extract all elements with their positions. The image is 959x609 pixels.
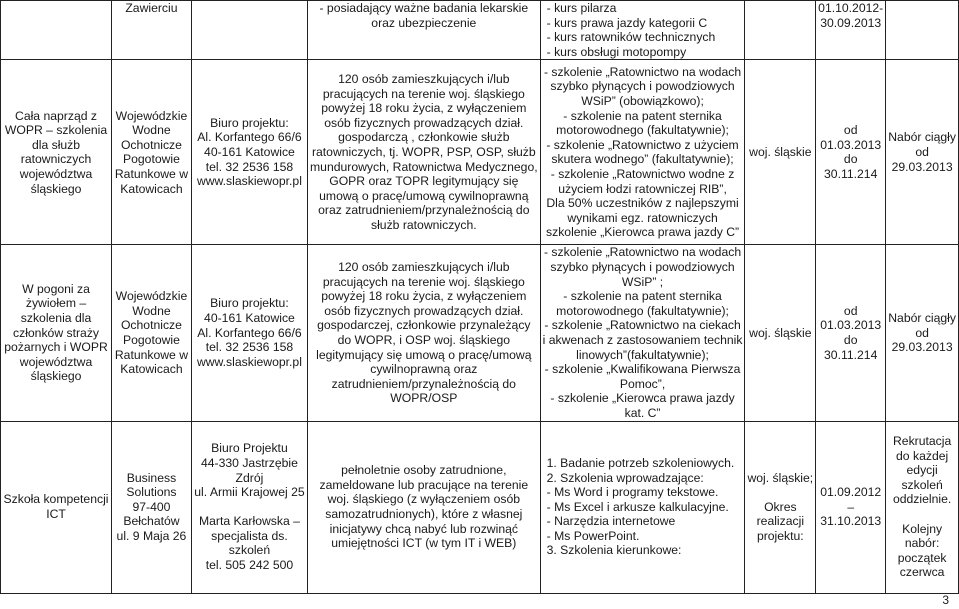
cell-line: 30.11.214 (824, 347, 878, 362)
table-row (1, 421, 959, 593)
cell-line: 01.03.2013 (820, 318, 882, 333)
cell-line: gospodarczej, członkowie przynależący (317, 318, 531, 333)
contact-cell (191, 60, 307, 245)
organizer-cell (112, 245, 192, 421)
cell-line: od (843, 303, 858, 318)
cell-line: Okres (764, 499, 797, 514)
cell-line: szkolenie „Kierowca prawa jazdy C” (546, 225, 740, 240)
cell-line: Pomoc”, (619, 376, 666, 391)
cell-line: Wodne (132, 123, 171, 138)
organizer-cell (112, 1, 192, 60)
cell-line: powyżej 18 roku życia, z wyłączeniem (321, 101, 527, 116)
organizer-cell (112, 60, 192, 245)
cell-line: - Narzędzia internetowe (546, 514, 676, 529)
cell-line: zatrudnieniem/przynależnością do (331, 376, 516, 391)
cell-line: skutera wodnego” (fakultatywnie); (551, 152, 734, 167)
cell-line: Cała naprząd z (15, 108, 97, 123)
cell-line: samozatrudnionych), które z własnej (325, 507, 523, 521)
cell-line: pożarnych i WOPR (4, 340, 108, 355)
courses-cell (540, 1, 745, 60)
recruitment-cell (886, 60, 959, 245)
cell-line: oraz zatrudnieniem/przynależnością do (318, 203, 530, 218)
cell-line: - kurs ratowników technicznych (546, 30, 716, 45)
cell-line: Pogotowie (122, 152, 180, 167)
courses-cell (540, 60, 745, 245)
cell-line: do (843, 152, 858, 167)
cell-line: 3. Szkolenia kierunkowe: (546, 543, 682, 558)
cell-line: szybko płynących i powodziowych (550, 259, 735, 274)
cell-line: 29.03.2013 (891, 159, 953, 174)
cell-line: do każdej (896, 448, 949, 463)
cell-line: Kolejny (902, 521, 943, 536)
cell-line: Bełchatów (123, 514, 180, 529)
cell-line: 01.03.2013 (820, 137, 882, 152)
cell-line: gospodarczą , członkowie służb (338, 130, 510, 145)
cell-line: - szkolenie „Ratownictwo na wodach (543, 64, 742, 79)
cell-line: realizacji (756, 514, 805, 529)
cell-line: czerwca (899, 565, 945, 580)
cell-line: Katowicach (120, 362, 183, 377)
courses-cell (540, 421, 745, 593)
cell-line: WSiP” ; (621, 274, 664, 289)
cell-line: Pogotowie (122, 332, 180, 347)
cell-line: województwa (19, 354, 93, 369)
cell-line: ICT (46, 507, 66, 521)
cell-line: Wodne (132, 303, 171, 318)
cell-line: Al. Korfantego 66/6 (197, 130, 302, 145)
project-name-cell (1, 245, 112, 421)
cell-line: powyżej 18 roku życia, z wyłączeniem (321, 289, 527, 304)
cell-line: linowych”(fakultatywnie); (576, 347, 709, 362)
contact-cell (191, 245, 307, 421)
cell-line: Solutions (126, 485, 177, 500)
area-cell (745, 245, 816, 421)
recruitment-cell (886, 245, 959, 421)
cell-line: Ratunkowe w (114, 166, 189, 181)
cell-line: motorowodnego (fakultatywnie); (556, 303, 729, 318)
cell-line: nabór: (904, 536, 940, 551)
cell-line: - szkolenie „Ratownictwo z użyciem (546, 137, 739, 152)
cell-line: - kurs pilarza (546, 1, 617, 15)
cell-line: ratowniczych (20, 152, 92, 167)
page-number: 3 (942, 593, 949, 607)
cell-line: zameldowane lub pracujące na terenie (319, 477, 529, 492)
cell-line: śląskiego (30, 369, 82, 384)
cell-line: Szkoła kompetencji (3, 492, 109, 507)
cell-line: do WOPR, i OSP woj. śląskiego (337, 332, 511, 347)
cell-line: - szkolenie „Kwalifikowana Pierwsza (544, 362, 741, 377)
cell-line (194, 500, 305, 515)
cell-line: www.slaskiewopr.pl (196, 354, 302, 369)
cell-line: osób fizycznych prowadzących dział. (324, 115, 524, 130)
cell-line (888, 507, 956, 522)
cell-line: - szkolenie „Ratownictwo na wodach (543, 245, 742, 260)
cell-line: oddzielnie. (892, 492, 952, 507)
cell-line: do (843, 332, 858, 347)
cell-line: i akwenach z zastosowaniem technik (542, 332, 743, 347)
cell-line: śląskiego (30, 181, 82, 196)
dates-cell (816, 421, 886, 593)
target-group-cell (308, 1, 541, 60)
cell-line: członków straży (13, 325, 100, 340)
cell-line: - szkolenie „Kierowca prawa jazdy (550, 391, 735, 406)
cell-line: 29.03.2013 (891, 340, 953, 355)
cell-line: 120 osób zamieszkujących i/lub (338, 259, 510, 274)
cell-line: Nabór ciągły (888, 130, 956, 145)
cell-line: wynikami egz. ratowniczych (567, 210, 718, 225)
cell-line: od (843, 123, 858, 138)
cell-line: - posiadający ważne badania lekarskie (319, 1, 529, 15)
cell-line: 1. Badanie potrzeb szkoleniowych. (546, 455, 735, 470)
cell-line: pracujących na terenie woj. śląskiego (322, 86, 525, 101)
cell-line: 2. Szkolenia wprowadzające: (546, 470, 704, 485)
cell-line: Al. Korfantego 66/6 (197, 325, 302, 340)
project-name-cell (1, 60, 112, 245)
cell-line: ratowniczych, tj. WOPR, PSP, OSP, służb (311, 145, 536, 160)
cell-line: województwa (19, 166, 93, 181)
cell-line: - szkolenie na patent sternika (563, 289, 722, 304)
target-group-cell (308, 421, 541, 593)
cell-line: WOPR/OSP (390, 391, 458, 406)
cell-line: od (915, 325, 929, 340)
cell-line: 40-161 Katowice (204, 311, 295, 326)
cell-line: - kurs obsługi motopompy (546, 44, 687, 59)
area-cell (745, 60, 816, 245)
cell-line: od (915, 145, 929, 160)
cell-line: osób fizycznych prowadzących dział. (324, 303, 524, 318)
cell-line: Marta Karłowska – (198, 514, 300, 529)
contact-cell (191, 421, 307, 593)
cell-line: pracujących na terenie woj. śląskiego (322, 274, 525, 289)
table-row (1, 1, 959, 60)
cell-line: Wojewódzkie (115, 289, 188, 304)
cell-line: Business (126, 470, 177, 485)
cell-line: W pogoni za (22, 281, 90, 296)
cell-line: specjalista ds. (211, 528, 288, 543)
cell-line: - Ms Word i programy tekstowe. (546, 485, 719, 500)
project-name-cell (1, 421, 112, 593)
cell-line: inicjatywy chcą nabyć lub rozwinąć (329, 521, 518, 536)
cell-line: Zawierciu (125, 1, 178, 15)
dates-cell (816, 1, 886, 60)
cell-line: szkoleń (228, 543, 271, 558)
cell-line: www.slaskiewopr.pl (196, 174, 302, 189)
cell-line: ul. 9 Maja 26 (116, 528, 187, 543)
cell-line (747, 485, 813, 500)
cell-line: Biuro projektu: (210, 115, 289, 130)
organizer-cell (112, 421, 192, 593)
cell-line: tel. 505 242 500 (205, 558, 294, 573)
cell-line: Ratunkowe w (114, 347, 189, 362)
cell-line: Nabór ciągły (888, 311, 956, 326)
cell-line: Biuro Projektu (211, 441, 288, 456)
cell-line: dla służb (31, 137, 81, 152)
cell-line: oraz ubezpieczenie (371, 15, 477, 30)
cell-line: początek (897, 550, 947, 565)
cell-line: - Ms Excel i arkusze kalkulacyjne. (546, 499, 729, 514)
cell-line: 01.10.2012- (818, 1, 884, 15)
cell-line: edycji (906, 463, 938, 478)
cell-line: szkolenia dla (20, 311, 92, 326)
cell-line: 30.09.2013 (820, 15, 882, 30)
cell-line: - Ms PowerPoint. (546, 528, 640, 543)
cell-line: pełnoletnie osoby zatrudnione, (341, 463, 507, 478)
dates-cell (816, 60, 886, 245)
cell-line: cywilnoprawną oraz (370, 362, 478, 377)
cell-line: - szkolenie „Ratownictwo wodne z (550, 166, 735, 181)
courses-cell (540, 245, 745, 421)
cell-line: woj. śląskiego (z wyłączeniem osób (327, 492, 520, 507)
cell-line: Dla 50% uczestników z najlepszymi (546, 196, 739, 211)
dates-cell (816, 245, 886, 421)
cell-line: kat. C” (624, 405, 661, 420)
cell-line: szkoleń (901, 477, 943, 492)
cell-line: legitymujący się umową o pracę/umową (316, 347, 532, 362)
cell-line: motorowodnego (fakultatywnie); (556, 123, 729, 138)
cell-line: projektu: (756, 528, 804, 543)
cell-line: tel. 32 2536 158 (205, 159, 294, 174)
cell-line: – (847, 499, 855, 514)
cell-line: - kurs prawa jazdy kategorii C (546, 15, 708, 30)
cell-line: Katowicach (120, 181, 183, 196)
table-row (1, 60, 959, 245)
cell-line: 120 osób zamieszkujących i/lub (338, 72, 510, 87)
cell-line: Ochotnicze (120, 137, 182, 152)
cell-line: woj. śląskie (749, 145, 812, 160)
cell-line: 44-330 Jastrzębie (201, 455, 298, 470)
cell-line: woj. śląskie; (747, 470, 814, 485)
recruitment-cell (886, 1, 959, 60)
recruitment-cell (886, 421, 959, 593)
cell-line: 30.11.214 (824, 166, 878, 181)
project-name-cell (1, 1, 112, 60)
cell-line: woj. śląskie (749, 325, 812, 340)
cell-line: tel. 32 2536 158 (205, 340, 294, 355)
cell-line: WOPR – szkolenia (4, 123, 108, 138)
cell-line: służb ratowniczych. (370, 218, 477, 233)
cell-line: Biuro projektu: (210, 296, 289, 311)
cell-line: mundurowych, Ratownictwa Medycznego, (310, 159, 538, 174)
table-row (1, 245, 959, 421)
cell-line: ul. Armii Krajowej 25 (194, 485, 305, 500)
area-cell (745, 1, 816, 60)
cell-line: 31.10.2013 (820, 514, 882, 529)
cell-line: Wojewódzkie (115, 108, 188, 123)
cell-line: GOPR oraz TOPR legitymujący się (329, 174, 519, 189)
cell-line: umiejętności ICT (w tym IT i WEB) (331, 536, 517, 551)
cell-line: umową o pracę/umową cywilnoprawną (319, 188, 529, 203)
cell-line: - szkolenie „Ratownictwo na ciekach (544, 318, 741, 333)
target-group-cell (308, 60, 541, 245)
cell-line: WSiP” (obowiązkowo); (581, 94, 704, 108)
cell-line: użyciem łodzi ratowniczej RIB”, (558, 181, 727, 196)
cell-line: 97-400 (132, 499, 171, 514)
cell-line: Rekrutacja (892, 434, 952, 449)
cell-line: - szkolenie na patent sternika (563, 108, 722, 123)
area-cell (745, 421, 816, 593)
cell-line: 40-161 Katowice (204, 145, 295, 160)
cell-line: szybko płynących i powodziowych (550, 79, 735, 94)
contact-cell (191, 1, 307, 60)
cell-line: Zdrój (235, 470, 264, 485)
cell-line: żywiołem – (25, 296, 87, 311)
target-group-cell (308, 245, 541, 421)
cell-line: Ochotnicze (120, 318, 182, 333)
cell-line: 01.09.2012 (820, 485, 882, 500)
